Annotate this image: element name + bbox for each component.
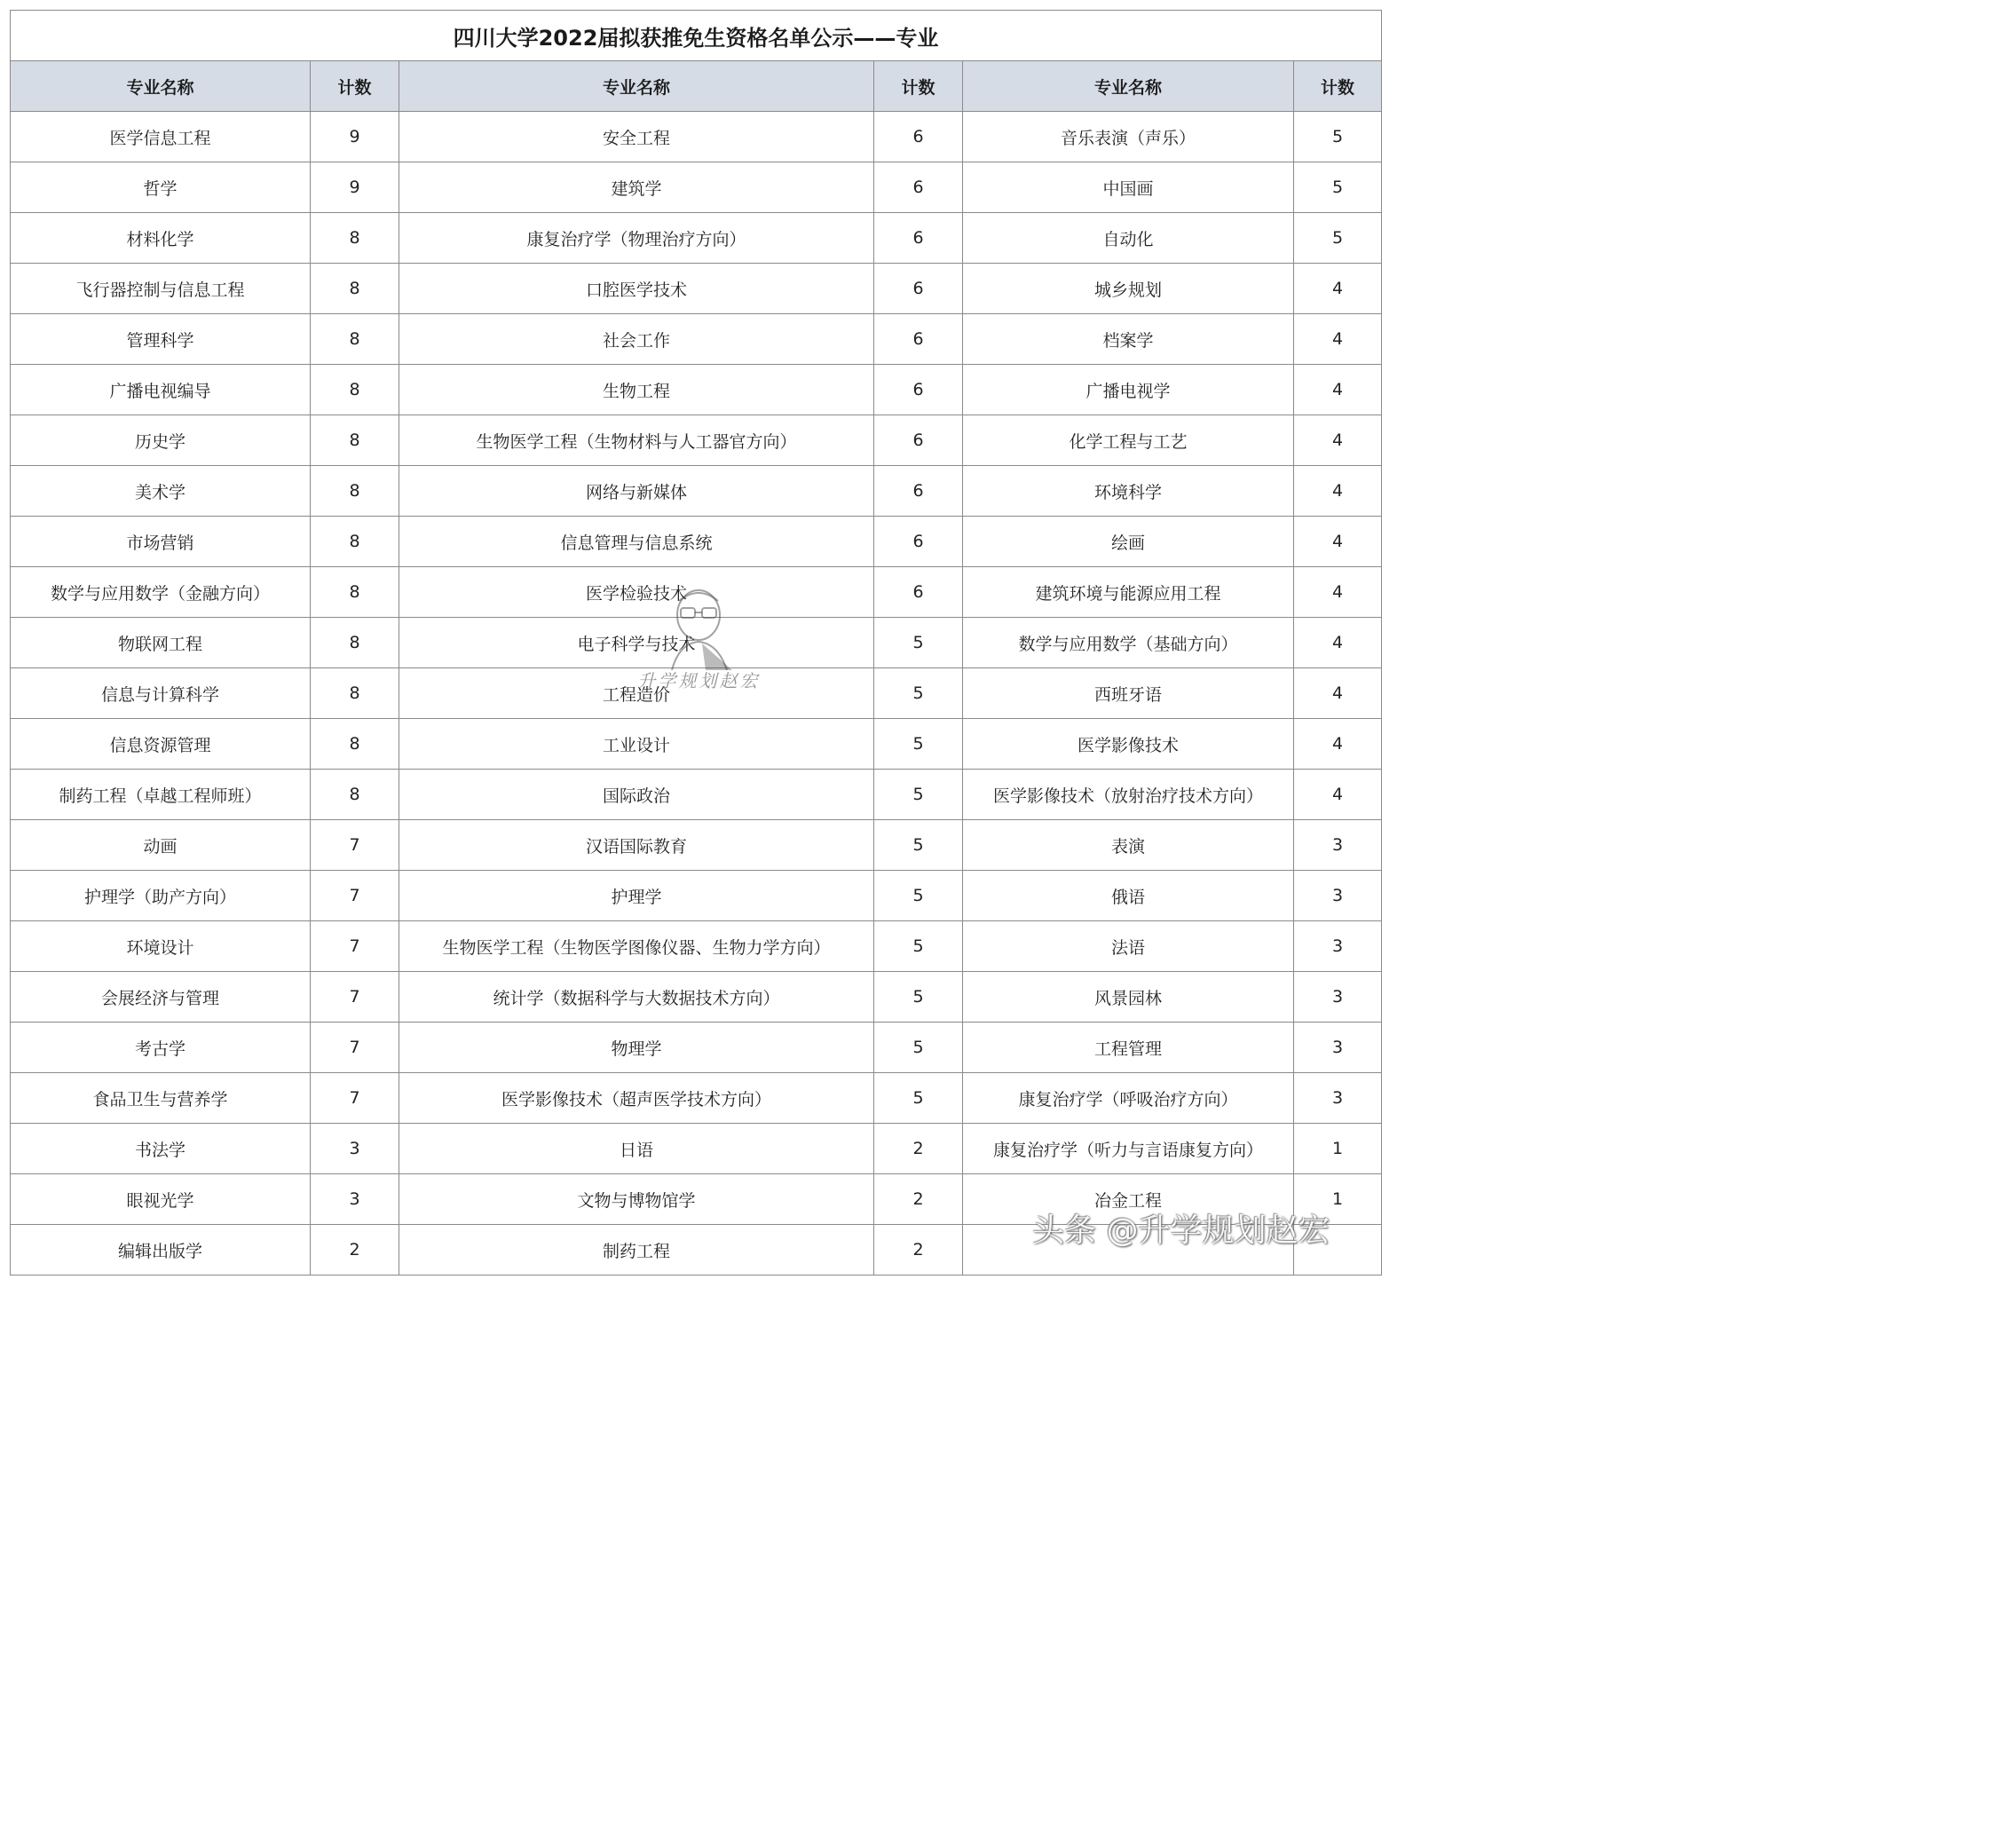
- major-name-cell: 动画: [11, 820, 311, 871]
- document-sheet: [10, 10, 1381, 1275]
- count-cell: 5: [874, 871, 963, 921]
- title-row: [11, 11, 1382, 61]
- major-name-cell: 食品卫生与营养学: [11, 1073, 311, 1124]
- major-name-cell: 法语: [963, 921, 1294, 972]
- major-name-cell: 医学影像技术: [963, 719, 1294, 770]
- page-title: 四川大学2022届拟获推免生资格名单公示——专业: [11, 11, 1382, 61]
- table-row: [11, 112, 1382, 162]
- count-cell: 8: [311, 466, 399, 517]
- count-cell: 7: [311, 1023, 399, 1073]
- table-row: [11, 972, 1382, 1023]
- watermark-text: 升学规划赵宏: [637, 670, 761, 691]
- table-row: [11, 1023, 1382, 1073]
- major-name-cell: 生物医学工程（生物医学图像仪器、生物力学方向）: [399, 921, 874, 972]
- header-count-1: 计数: [311, 61, 399, 112]
- major-name-cell: 冶金工程: [963, 1174, 1294, 1225]
- table-row: [11, 921, 1382, 972]
- major-name-cell: 国际政治: [399, 770, 874, 820]
- major-name-cell: 工业设计: [399, 719, 874, 770]
- count-cell: 3: [1294, 871, 1382, 921]
- major-name-cell: 文物与博物馆学: [399, 1174, 874, 1225]
- count-cell: 4: [1294, 567, 1382, 618]
- major-name-cell: 护理学（助产方向）: [11, 871, 311, 921]
- major-name-cell: 医学检验技术: [399, 567, 874, 618]
- major-name-cell: 化学工程与工艺: [963, 415, 1294, 466]
- major-name-cell: 环境科学: [963, 466, 1294, 517]
- major-name-cell: 日语: [399, 1124, 874, 1174]
- count-cell: 8: [311, 365, 399, 415]
- major-name-cell: 材料化学: [11, 213, 311, 264]
- table-row: [11, 517, 1382, 567]
- count-cell: 5: [874, 770, 963, 820]
- count-cell: 5: [874, 921, 963, 972]
- major-name-cell: 考古学: [11, 1023, 311, 1073]
- major-name-cell: 工程管理: [963, 1023, 1294, 1073]
- count-cell: 5: [1294, 213, 1382, 264]
- count-cell: 4: [1294, 466, 1382, 517]
- table-row: [11, 314, 1382, 365]
- header-major-name-3: 专业名称: [963, 61, 1294, 112]
- count-cell: 3: [1294, 1023, 1382, 1073]
- major-name-cell: 数学与应用数学（金融方向）: [11, 567, 311, 618]
- major-name-cell: 中国画: [963, 162, 1294, 213]
- count-cell: 9: [311, 112, 399, 162]
- table-row: [11, 719, 1382, 770]
- count-cell: 4: [1294, 365, 1382, 415]
- count-cell: 5: [874, 972, 963, 1023]
- major-name-cell: 物联网工程: [11, 618, 311, 668]
- major-name-cell: 西班牙语: [963, 668, 1294, 719]
- count-cell: 7: [311, 820, 399, 871]
- major-name-cell: 会展经济与管理: [11, 972, 311, 1023]
- major-name-cell: 数学与应用数学（基础方向）: [963, 618, 1294, 668]
- count-cell: 5: [874, 1023, 963, 1073]
- major-name-cell: 管理科学: [11, 314, 311, 365]
- major-name-cell: 医学影像技术（超声医学技术方向）: [399, 1073, 874, 1124]
- major-name-cell: 书法学: [11, 1124, 311, 1174]
- count-cell: 4: [1294, 668, 1382, 719]
- table-row: [11, 213, 1382, 264]
- count-cell: 9: [311, 162, 399, 213]
- count-cell: 7: [311, 972, 399, 1023]
- table-row: [11, 466, 1382, 517]
- major-name-cell: 医学信息工程: [11, 112, 311, 162]
- count-cell: 6: [874, 415, 963, 466]
- count-cell: 4: [1294, 314, 1382, 365]
- count-cell: 8: [311, 213, 399, 264]
- count-cell: [1294, 1225, 1382, 1275]
- major-name-cell: 统计学（数据科学与大数据技术方向）: [399, 972, 874, 1023]
- count-cell: 5: [874, 719, 963, 770]
- major-name-cell: 护理学: [399, 871, 874, 921]
- count-cell: 7: [311, 871, 399, 921]
- table-row: [11, 668, 1382, 719]
- table-row: [11, 365, 1382, 415]
- count-cell: 2: [311, 1225, 399, 1275]
- count-cell: 5: [874, 618, 963, 668]
- table-row: [11, 1073, 1382, 1124]
- table-row: [11, 871, 1382, 921]
- major-name-cell: 眼视光学: [11, 1174, 311, 1225]
- count-cell: 6: [874, 264, 963, 314]
- major-name-cell: 美术学: [11, 466, 311, 517]
- major-name-cell: 康复治疗学（呼吸治疗方向）: [963, 1073, 1294, 1124]
- major-name-cell: 飞行器控制与信息工程: [11, 264, 311, 314]
- major-name-cell: 安全工程: [399, 112, 874, 162]
- count-cell: 8: [311, 668, 399, 719]
- table-row: [11, 1225, 1382, 1275]
- count-cell: 6: [874, 517, 963, 567]
- major-name-cell: 生物工程: [399, 365, 874, 415]
- count-cell: 4: [1294, 770, 1382, 820]
- major-name-cell: 音乐表演（声乐）: [963, 112, 1294, 162]
- major-name-cell: 城乡规划: [963, 264, 1294, 314]
- count-cell: 3: [311, 1124, 399, 1174]
- count-cell: 3: [1294, 972, 1382, 1023]
- count-cell: 6: [874, 112, 963, 162]
- count-cell: 4: [1294, 719, 1382, 770]
- major-name-cell: [963, 1225, 1294, 1275]
- count-cell: 8: [311, 314, 399, 365]
- count-cell: 5: [874, 1073, 963, 1124]
- count-cell: 4: [1294, 517, 1382, 567]
- major-name-cell: 口腔医学技术: [399, 264, 874, 314]
- header-count-2: 计数: [874, 61, 963, 112]
- major-name-cell: 制药工程: [399, 1225, 874, 1275]
- count-cell: 4: [1294, 415, 1382, 466]
- table-row: [11, 567, 1382, 618]
- count-cell: 8: [311, 770, 399, 820]
- count-cell: 5: [1294, 162, 1382, 213]
- major-name-cell: 表演: [963, 820, 1294, 871]
- count-cell: 4: [1294, 618, 1382, 668]
- count-cell: 2: [874, 1174, 963, 1225]
- major-name-cell: 俄语: [963, 871, 1294, 921]
- major-name-cell: 广播电视学: [963, 365, 1294, 415]
- count-cell: 5: [874, 820, 963, 871]
- count-cell: 7: [311, 921, 399, 972]
- major-name-cell: 市场营销: [11, 517, 311, 567]
- major-name-cell: 档案学: [963, 314, 1294, 365]
- count-cell: 6: [874, 314, 963, 365]
- major-name-cell: 工程造价: [399, 668, 874, 719]
- major-name-cell: 信息与计算科学: [11, 668, 311, 719]
- count-cell: 6: [874, 365, 963, 415]
- major-name-cell: 物理学: [399, 1023, 874, 1073]
- count-cell: 8: [311, 719, 399, 770]
- major-name-cell: 环境设计: [11, 921, 311, 972]
- major-name-cell: 社会工作: [399, 314, 874, 365]
- major-name-cell: 康复治疗学（听力与言语康复方向）: [963, 1124, 1294, 1174]
- header-major-name-2: 专业名称: [399, 61, 874, 112]
- count-cell: 5: [874, 668, 963, 719]
- major-name-cell: 广播电视编导: [11, 365, 311, 415]
- major-name-cell: 电子科学与技术: [399, 618, 874, 668]
- major-name-cell: 历史学: [11, 415, 311, 466]
- major-name-cell: 建筑环境与能源应用工程: [963, 567, 1294, 618]
- major-name-cell: 哲学: [11, 162, 311, 213]
- major-name-cell: 建筑学: [399, 162, 874, 213]
- header-major-name-1: 专业名称: [11, 61, 311, 112]
- count-cell: 1: [1294, 1174, 1382, 1225]
- count-cell: 3: [311, 1174, 399, 1225]
- count-cell: 5: [1294, 112, 1382, 162]
- table-row: [11, 770, 1382, 820]
- count-cell: 8: [311, 618, 399, 668]
- header-count-3: 计数: [1294, 61, 1382, 112]
- count-cell: 3: [1294, 921, 1382, 972]
- count-cell: 6: [874, 213, 963, 264]
- count-cell: 6: [874, 466, 963, 517]
- count-cell: 7: [311, 1073, 399, 1124]
- count-cell: 2: [874, 1124, 963, 1174]
- count-cell: 4: [1294, 264, 1382, 314]
- count-cell: 6: [874, 162, 963, 213]
- table-row: [11, 264, 1382, 314]
- table-row: [11, 415, 1382, 466]
- major-name-cell: 汉语国际教育: [399, 820, 874, 871]
- table-row: [11, 1174, 1382, 1225]
- major-name-cell: 信息资源管理: [11, 719, 311, 770]
- major-name-cell: 医学影像技术（放射治疗技术方向）: [963, 770, 1294, 820]
- major-name-cell: 康复治疗学（物理治疗方向）: [399, 213, 874, 264]
- major-name-cell: 绘画: [963, 517, 1294, 567]
- major-name-cell: 网络与新媒体: [399, 466, 874, 517]
- majors-table: [10, 10, 1382, 1275]
- major-name-cell: 编辑出版学: [11, 1225, 311, 1275]
- table-row: [11, 1124, 1382, 1174]
- count-cell: 3: [1294, 1073, 1382, 1124]
- major-name-cell: 生物医学工程（生物材料与人工器官方向）: [399, 415, 874, 466]
- major-name-cell: 信息管理与信息系统: [399, 517, 874, 567]
- count-cell: 8: [311, 567, 399, 618]
- count-cell: 8: [311, 415, 399, 466]
- count-cell: 1: [1294, 1124, 1382, 1174]
- footer-watermark: 头条 @升学规划赵宏: [1032, 1212, 1330, 1249]
- table-row: [11, 820, 1382, 871]
- table-row: [11, 618, 1382, 668]
- major-name-cell: 制药工程（卓越工程师班）: [11, 770, 311, 820]
- count-cell: 6: [874, 567, 963, 618]
- count-cell: 2: [874, 1225, 963, 1275]
- header-row: [11, 61, 1382, 112]
- count-cell: 3: [1294, 820, 1382, 871]
- major-name-cell: 风景园林: [963, 972, 1294, 1023]
- major-name-cell: 自动化: [963, 213, 1294, 264]
- table-row: [11, 162, 1382, 213]
- count-cell: 8: [311, 264, 399, 314]
- count-cell: 8: [311, 517, 399, 567]
